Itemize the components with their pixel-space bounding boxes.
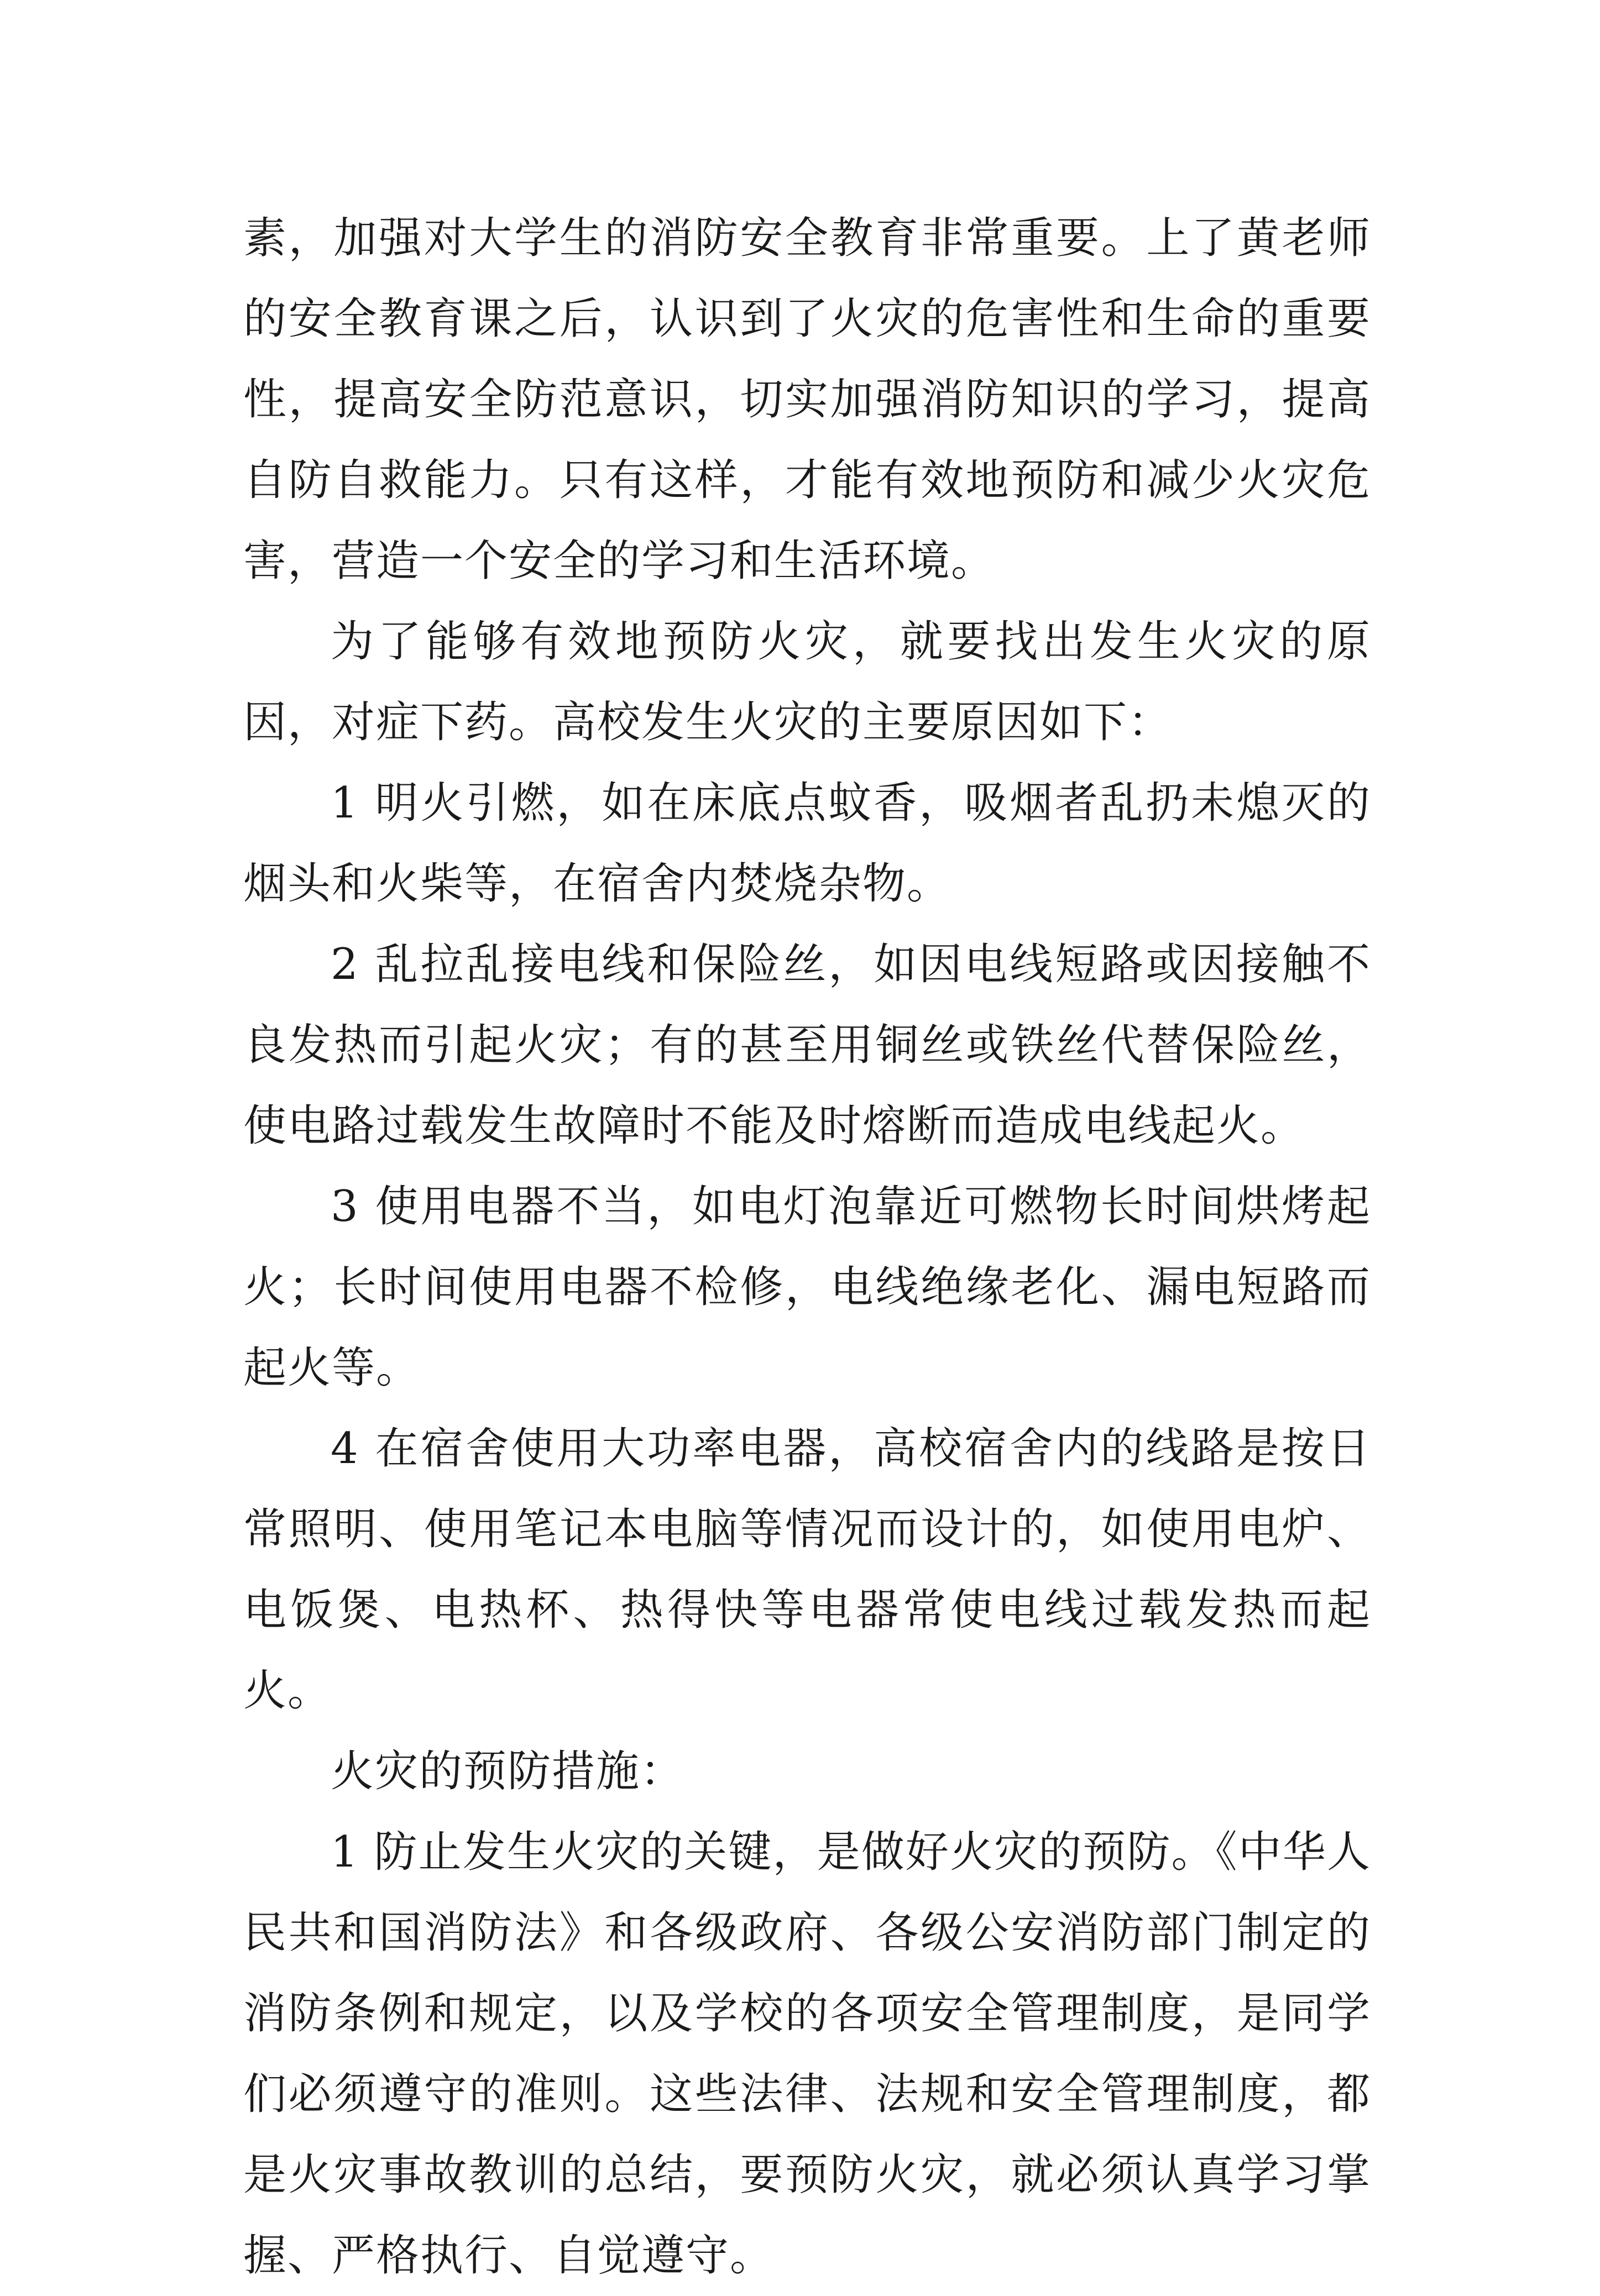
paragraph-cause-1: 1 明火引燃，如在床底点蚊香，吸烟者乱扔未熄灭的烟头和火柴等，在宿舍内焚烧杂物。 xyxy=(243,778,1371,909)
paragraph-prevention-heading: 火灾的预防措施： xyxy=(331,1747,685,1796)
document-body xyxy=(243,198,1371,2296)
paragraph-cause-2: 2 乱拉乱接电线和保险丝，如因电线短路或因接触不良发热而引起火灾；有的甚至用铜丝或铁丝代替保险丝，使电路过载发生故障时不能及时熔断而造成电线起火。 xyxy=(243,940,1371,1151)
paragraph-continuation: 素，加强对大学生的消防安全教育非常重要。上了黄老师的安全教育课之后，认识到了火灾的危害性和生命的重要性，提高安全防范意识，切实加强消防知识的学习，提高自防自救能力。只有这样，才能有效地预防和减少火灾危害，营造一个安全的学习和生活环境。 xyxy=(243,213,1371,586)
paragraph-fire-causes-intro: 为了能够有效地预防火灾，就要找出发生火灾的原因，对症下药。高校发生火灾的主要原因如下： xyxy=(243,617,1371,747)
paragraph-prevention-1: 1 防止发生火灾的关键，是做好火灾的预防。《中华人民共和国消防法》和各级政府、各级公安消防部门制定的消防条例和规定，以及学校的各项安全管理制度，是同学们必须遵守的准则。这些法律、法规和安全管理制度，都是火灾事故教训的总结，要预防火灾，就必须认真学习掌握、严格执行、自觉遵守。 xyxy=(243,1827,1371,2281)
paragraph-cause-3: 3 使用电器不当，如电灯泡靠近可燃物长时间烘烤起火；长时间使用电器不检修，电线绝缘老化、漏电短路而起火等。 xyxy=(243,1182,1371,1393)
paragraph-cause-4: 4 在宿舍使用大功率电器，高校宿舍内的线路是按日常照明、使用笔记本电脑等情况而设计的，如使用电炉、电饭煲、电热杯、热得快等电器常使电线过载发热而起火。 xyxy=(243,1424,1371,1716)
